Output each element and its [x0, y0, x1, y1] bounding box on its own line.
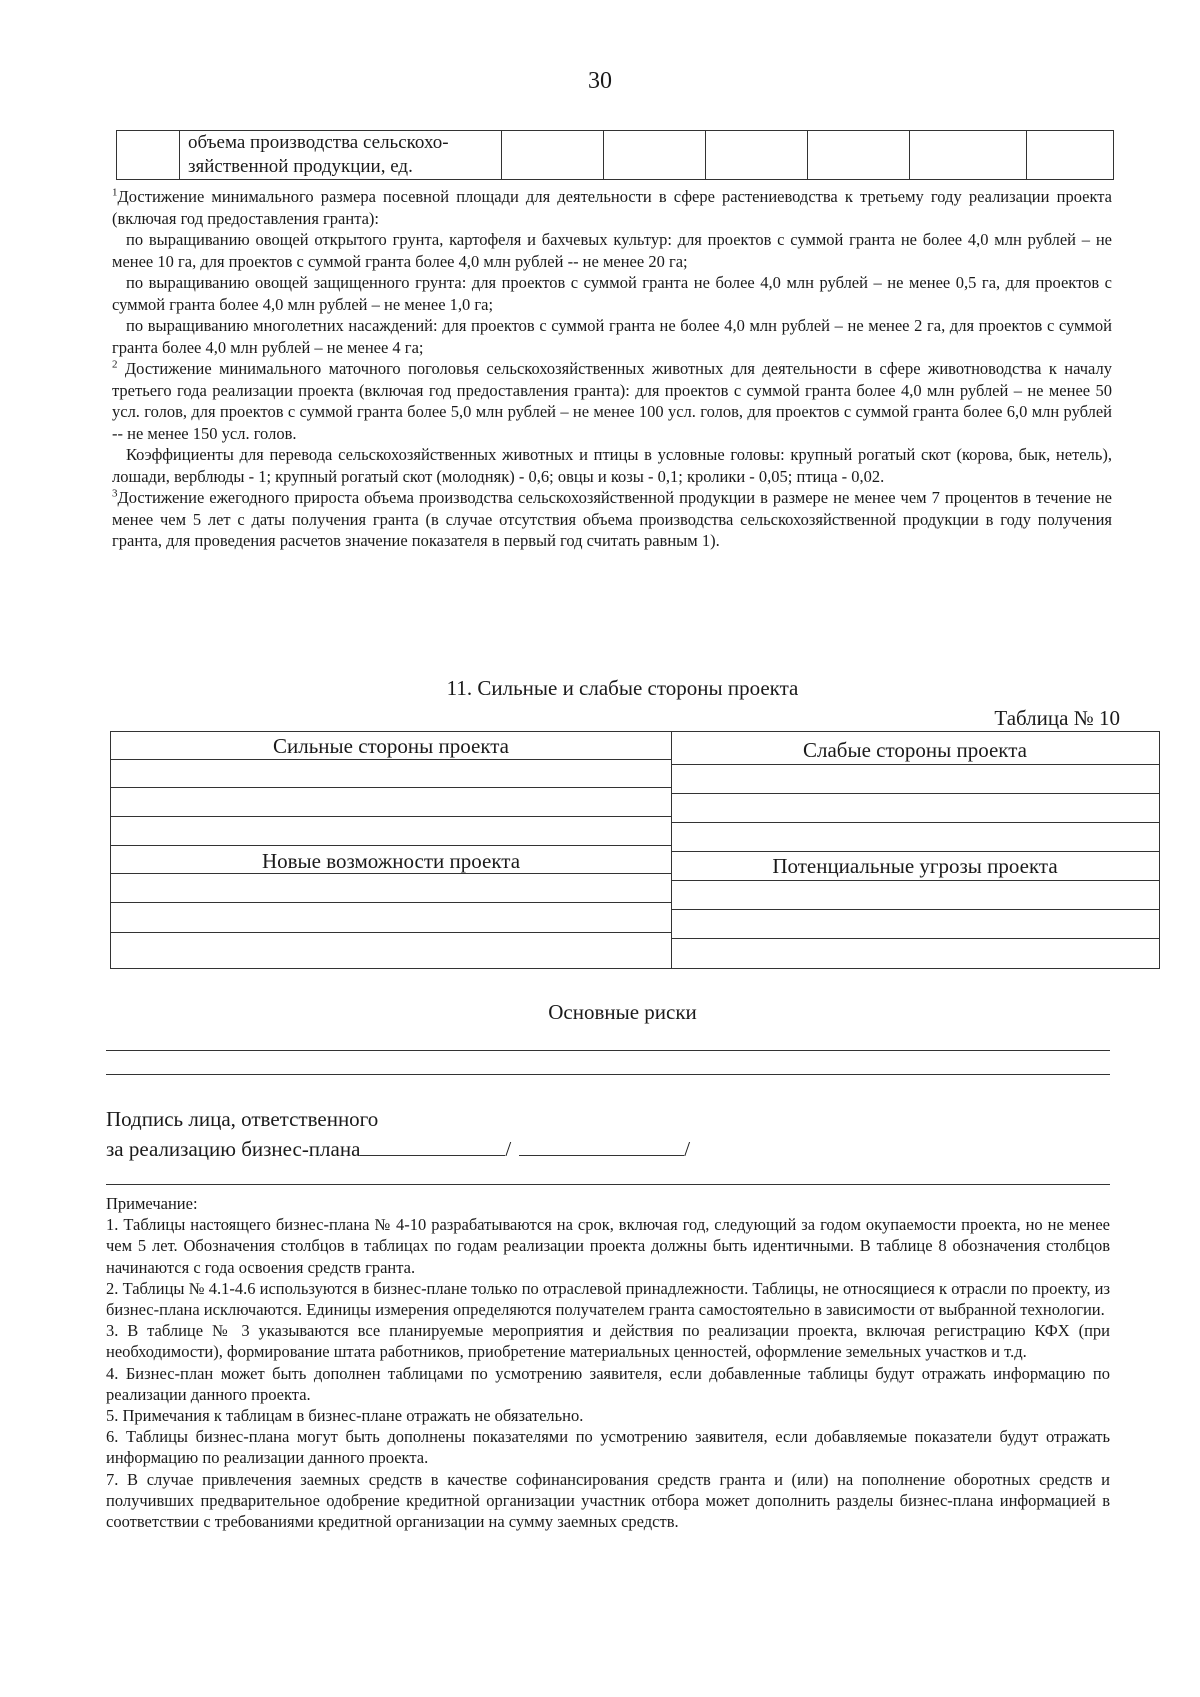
- table-cell: [502, 131, 604, 180]
- table-cell: [808, 131, 910, 180]
- indicator-text-line1: объема производства сельскохо-: [188, 132, 449, 153]
- row-divider: [671, 909, 1159, 910]
- opportunities-header: Новые возможности проекта: [261, 849, 521, 873]
- table-cell: [1027, 131, 1114, 180]
- remarks-heading: Примечание:: [106, 1194, 198, 1213]
- footnote-marker-3: 3: [112, 487, 118, 500]
- row-divider: [671, 793, 1159, 794]
- indicator-text-line2: зяйственной продукции, ед.: [188, 156, 413, 177]
- remark-item: 4. Бизнес-план может быть дополнен таблицами по усмотрению заявителя, если добавленные таблицы будут отражать информацию по реализации данного проекта.: [106, 1363, 1110, 1404]
- signature-separator: /: [684, 1137, 691, 1161]
- footnote-2-coefficients: Коэффициенты для перевода сельскохозяйственных животных и птицы в условные головы: крупный рогатый скот (корова, бык, нетель), лошади, верблюды - 1; крупный рогатый скот (молодняк) - 0,6; овцы и козы - 0,1; кролики - 0,05; птица - 0,02.: [112, 445, 1112, 486]
- remark-item: 6. Таблицы бизнес-плана могут быть дополнены показателями по усмотрению заявителя, если добавляемые показатели будут отражать информацию по реализации данного проекта.: [106, 1427, 1110, 1468]
- row-divider: [671, 764, 1159, 765]
- footnote-1-perennial: по выращиванию многолетних насаждений: для проектов с суммой гранта не более 4,0 млн рублей – не менее 2 га, для проектов с суммой гранта более 4,0 млн рублей – не менее 4 га;: [112, 316, 1112, 357]
- row-divider: [111, 932, 671, 933]
- row-divider: [111, 873, 671, 874]
- remark-item: 5. Примечания к таблицам в бизнес-плане отражать не обязательно.: [106, 1406, 584, 1426]
- footnote-2-text: Достижение минимального маточного поголовья сельскохозяйственных животных для деятельности в сфере животноводства к началу третьего года реализации проекта (включая год предоставления гранта): для проектов с суммой гранта более 4,0 млн рублей – не менее 50 усл. голов, для проектов с суммой гранта более 5,0 млн рублей – не менее 100 усл. голов, для проектов с суммой гранта более 6,0 млн рублей -- не менее 150 усл. голов.: [112, 359, 1112, 443]
- page-number: 30: [588, 68, 612, 94]
- row-divider: [111, 845, 671, 846]
- remark-item: 3. В таблице № 3 указываются все планируемые мероприятия и действия по реализации проекта, включая регистрацию КФХ (при необходимости), формирование штата работников, приобретение материальных ценностей, оформление земельных участков и т.д.: [106, 1321, 1110, 1362]
- row-divider: [671, 851, 1159, 852]
- row-divider: [111, 902, 671, 903]
- table-cell-indicator: [180, 131, 502, 180]
- remark-item: 2. Таблицы № 4.1-4.6 используются в бизнес-плане только по отраслевой принадлежности. Таблицы, не относящиеся к отрасли по проекту, из бизнес-плана исключаются. Единицы измерения определяются получателем гранта самостоятельно в зависимости от выбранной технологии.: [106, 1278, 1110, 1320]
- footnote-3-text: Достижение ежегодного прироста объема производства сельскохозяйственной продукции в размере не менее чем 7 процентов в течение не менее чем 5 лет с даты получения гранта (в случае отсутствия объема производства сельскохозяйственной продукции в году получения гранта, для проведения расчетов значение показателя в первый год считать равным 1).: [112, 488, 1112, 550]
- section-title: 11. Сильные и слабые стороны проекта: [446, 676, 799, 700]
- footnote-1-intro: Достижение минимального размера посевной площади для деятельности в сфере растениеводства к третьему году реализации проекта (включая год предоставления гранта):: [112, 187, 1112, 228]
- separator-line: [106, 1184, 1110, 1185]
- table-cell: [604, 131, 706, 180]
- remark-item: 1. Таблицы настоящего бизнес-плана № 4-10 разрабатываются на срок, включая год, следующий за годом окупаемости проекта, но не менее чем 5 лет. Обозначения столбцов в таблицах по годам реализации проекта должны быть идентичными. В таблице 8 обозначения столбцов начинаются с года освоения средств гранта.: [106, 1215, 1110, 1277]
- signature-block: [106, 1104, 690, 1164]
- row-divider: [671, 822, 1159, 823]
- footnote-marker-1: 1: [112, 186, 118, 199]
- signature-blank: [360, 1135, 505, 1156]
- remarks: [106, 1193, 1110, 1532]
- signature-label-line1: Подпись лица, ответственного: [106, 1107, 379, 1131]
- table-caption: Таблица № 10: [994, 706, 1120, 730]
- weaknesses-header: Слабые стороны проекта: [803, 738, 1027, 762]
- swot-table: [110, 731, 1160, 969]
- continued-table: [116, 130, 1114, 180]
- remark-item: 7. В случае привлечения заемных средств в качестве софинансирования средств гранта и (или) на пополнение оборотных средств и получивших предварительное одобрение кредитной организации участник отбора может дополнить разделы бизнес-плана информацией в соответствии с требованиями кредитной организации на сумму заемных средств.: [106, 1469, 1110, 1532]
- row-divider: [111, 816, 671, 817]
- risks-line-2: [106, 1074, 1110, 1075]
- signature-label-line2: за реализацию бизнес-плана: [106, 1137, 361, 1161]
- table-cell: [706, 131, 808, 180]
- strengths-header: Сильные стороны проекта: [272, 734, 510, 758]
- risks-title: Основные риски: [548, 1000, 697, 1024]
- risks-line-1: [106, 1050, 1110, 1051]
- footnote-1-greenhouse: по выращиванию овощей защищенного грунта: для проектов с суммой гранта не более 4,0 млн рублей – не менее 0,5 га, для проектов с суммой гранта более 4,0 млн рублей – не менее 1,0 га;: [112, 273, 1112, 314]
- swot-divider: [671, 732, 672, 968]
- row-divider: [671, 880, 1159, 881]
- row-divider: [111, 787, 671, 788]
- footnote-marker-2: 2: [112, 358, 118, 371]
- table-cell: [117, 131, 180, 180]
- threats-header: Потенциальные угрозы проекта: [772, 854, 1058, 878]
- row-divider: [671, 938, 1159, 939]
- footnote-1-open-ground: по выращиванию овощей открытого грунта, картофеля и бахчевых культур: для проектов с суммой гранта не более 4,0 млн рублей – не менее 10 га, для проектов с суммой гранта более 4,0 млн рублей -- не менее 20 га;: [112, 230, 1112, 271]
- footnotes: [112, 186, 1112, 552]
- table-cell: [910, 131, 1027, 180]
- row-divider: [111, 759, 671, 760]
- signature-name-blank: [519, 1135, 684, 1156]
- signature-separator: /: [505, 1137, 512, 1161]
- table-row: [117, 131, 1114, 180]
